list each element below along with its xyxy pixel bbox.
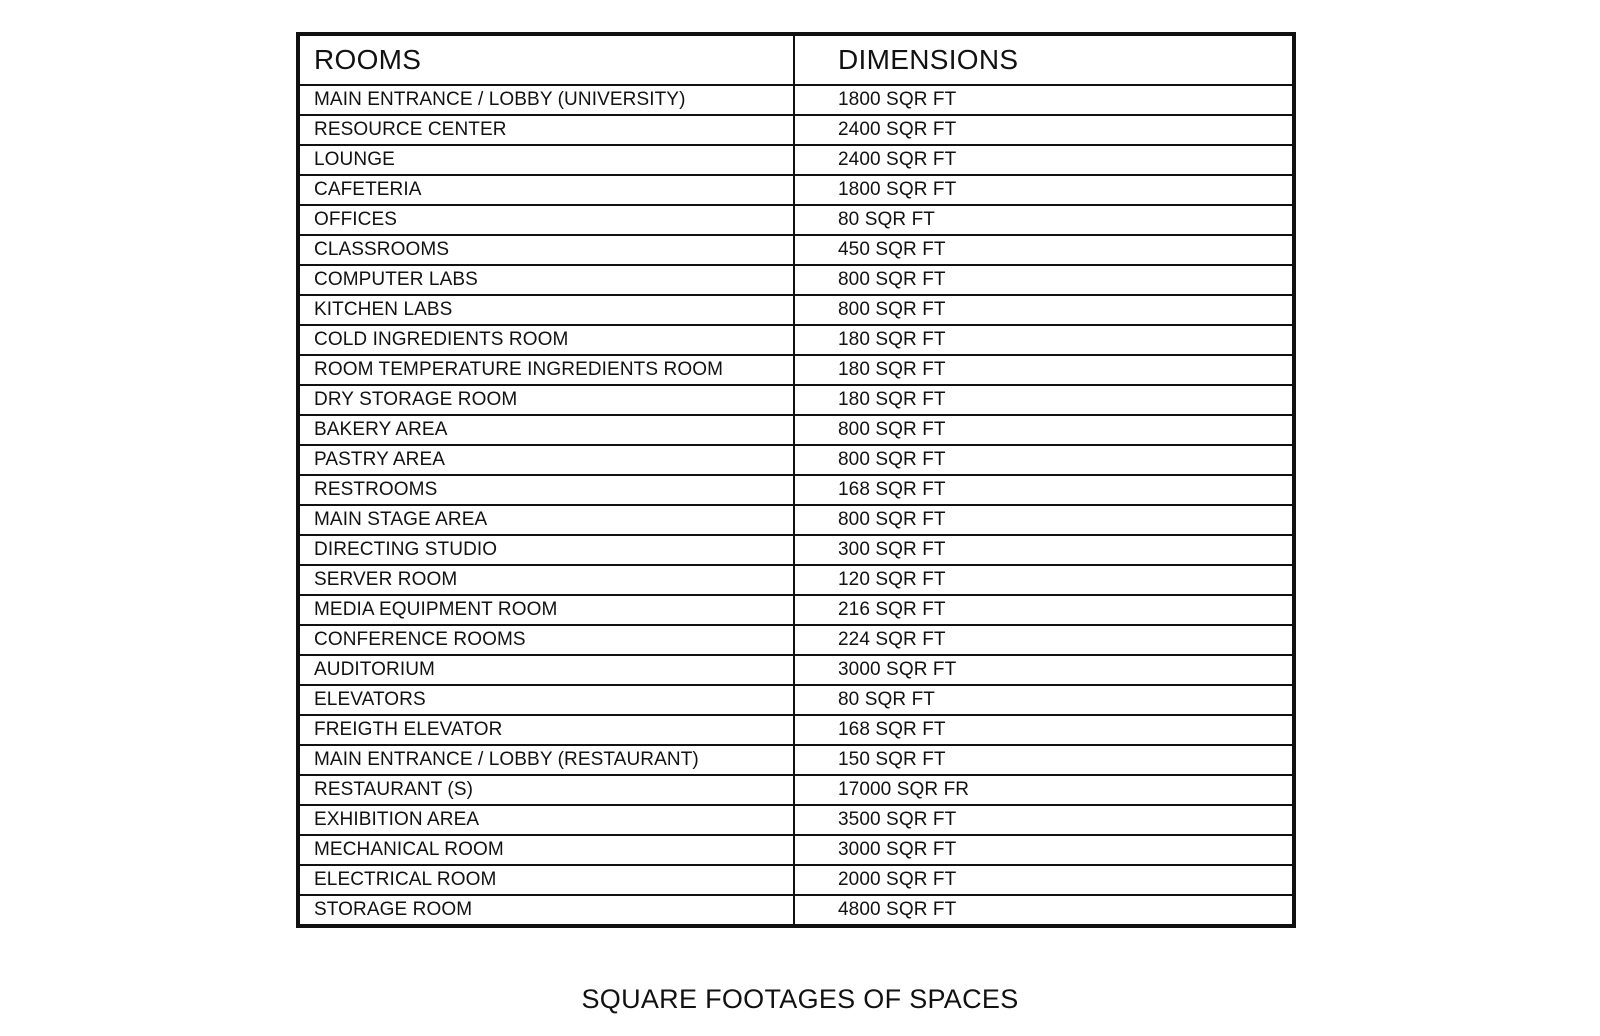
room-name-cell: DIRECTING STUDIO	[298, 535, 794, 565]
table-row	[298, 715, 1294, 745]
table-row	[298, 175, 1294, 205]
table-row	[298, 295, 1294, 325]
room-name-cell: MAIN ENTRANCE / LOBBY (RESTAURANT)	[298, 745, 794, 775]
room-dimension-cell: 80 SQR FT	[794, 205, 1294, 235]
table-caption: SQUARE FOOTAGES OF SPACES	[581, 984, 1019, 1014]
dimensions-column-header: DIMENSIONS	[794, 34, 1294, 85]
table-row	[298, 325, 1294, 355]
room-name-cell: EXHIBITION AREA	[298, 805, 794, 835]
room-dimension-cell: 1800 SQR FT	[794, 175, 1294, 205]
room-name-cell: PASTRY AREA	[298, 445, 794, 475]
table-row	[298, 85, 1294, 115]
room-dimension-cell: 80 SQR FT	[794, 685, 1294, 715]
room-dimension-cell: 450 SQR FT	[794, 235, 1294, 265]
table-row	[298, 265, 1294, 295]
room-name-cell: RESOURCE CENTER	[298, 115, 794, 145]
room-name-cell: MAIN STAGE AREA	[298, 505, 794, 535]
square-footage-table	[296, 32, 1296, 928]
room-dimension-cell: 17000 SQR FR	[794, 775, 1294, 805]
table-row	[298, 385, 1294, 415]
room-name-cell: BAKERY AREA	[298, 415, 794, 445]
room-name-cell: STORAGE ROOM	[298, 895, 794, 926]
room-dimension-cell: 800 SQR FT	[794, 415, 1294, 445]
room-dimension-cell: 224 SQR FT	[794, 625, 1294, 655]
room-dimension-cell: 800 SQR FT	[794, 265, 1294, 295]
room-name-cell: CAFETERIA	[298, 175, 794, 205]
table-row	[298, 685, 1294, 715]
room-name-cell: DRY STORAGE ROOM	[298, 385, 794, 415]
room-dimension-cell: 800 SQR FT	[794, 445, 1294, 475]
room-dimension-cell: 4800 SQR FT	[794, 895, 1294, 926]
room-dimension-cell: 300 SQR FT	[794, 535, 1294, 565]
room-dimension-cell: 3000 SQR FT	[794, 655, 1294, 685]
table-row	[298, 235, 1294, 265]
table-row	[298, 745, 1294, 775]
room-dimension-cell: 800 SQR FT	[794, 505, 1294, 535]
table-row	[298, 355, 1294, 385]
room-dimension-cell: 216 SQR FT	[794, 595, 1294, 625]
room-dimension-cell: 168 SQR FT	[794, 715, 1294, 745]
room-dimension-cell: 1800 SQR FT	[794, 85, 1294, 115]
table-row	[298, 205, 1294, 235]
room-name-cell: AUDITORIUM	[298, 655, 794, 685]
room-dimension-cell: 120 SQR FT	[794, 565, 1294, 595]
room-name-cell: OFFICES	[298, 205, 794, 235]
table-body	[298, 85, 1294, 926]
room-name-cell: CONFERENCE ROOMS	[298, 625, 794, 655]
table-row	[298, 775, 1294, 805]
room-name-cell: ELECTRICAL ROOM	[298, 865, 794, 895]
table-row	[298, 415, 1294, 445]
room-dimension-cell: 2000 SQR FT	[794, 865, 1294, 895]
room-name-cell: FREIGTH ELEVATOR	[298, 715, 794, 745]
table-row	[298, 535, 1294, 565]
room-dimension-cell: 180 SQR FT	[794, 325, 1294, 355]
room-name-cell: MAIN ENTRANCE / LOBBY (UNIVERSITY)	[298, 85, 794, 115]
table-row	[298, 895, 1294, 926]
room-dimension-cell: 2400 SQR FT	[794, 115, 1294, 145]
room-dimension-cell: 3500 SQR FT	[794, 805, 1294, 835]
table-row	[298, 505, 1294, 535]
room-name-cell: MECHANICAL ROOM	[298, 835, 794, 865]
room-name-cell: MEDIA EQUIPMENT ROOM	[298, 595, 794, 625]
room-name-cell: ELEVATORS	[298, 685, 794, 715]
room-dimension-cell: 168 SQR FT	[794, 475, 1294, 505]
table-row	[298, 865, 1294, 895]
room-dimension-cell: 3000 SQR FT	[794, 835, 1294, 865]
rooms-column-header: ROOMS	[298, 34, 794, 85]
room-dimension-cell: 2400 SQR FT	[794, 145, 1294, 175]
table-row	[298, 805, 1294, 835]
room-name-cell: COLD INGREDIENTS ROOM	[298, 325, 794, 355]
table-row	[298, 115, 1294, 145]
room-name-cell: KITCHEN LABS	[298, 295, 794, 325]
room-name-cell: RESTROOMS	[298, 475, 794, 505]
room-name-cell: RESTAURANT (S)	[298, 775, 794, 805]
room-name-cell: LOUNGE	[298, 145, 794, 175]
table-row	[298, 145, 1294, 175]
room-dimension-cell: 800 SQR FT	[794, 295, 1294, 325]
square-footage-sheet	[296, 32, 1292, 928]
room-name-cell: COMPUTER LABS	[298, 265, 794, 295]
room-dimension-cell: 180 SQR FT	[794, 355, 1294, 385]
room-dimension-cell: 180 SQR FT	[794, 385, 1294, 415]
table-row	[298, 835, 1294, 865]
room-name-cell: ROOM TEMPERATURE INGREDIENTS ROOM	[298, 355, 794, 385]
table-row	[298, 625, 1294, 655]
room-dimension-cell: 150 SQR FT	[794, 745, 1294, 775]
table-row	[298, 475, 1294, 505]
table-row	[298, 595, 1294, 625]
table-row	[298, 565, 1294, 595]
room-name-cell: CLASSROOMS	[298, 235, 794, 265]
room-name-cell: SERVER ROOM	[298, 565, 794, 595]
table-row	[298, 655, 1294, 685]
table-row	[298, 445, 1294, 475]
table-header-row	[298, 34, 1294, 85]
